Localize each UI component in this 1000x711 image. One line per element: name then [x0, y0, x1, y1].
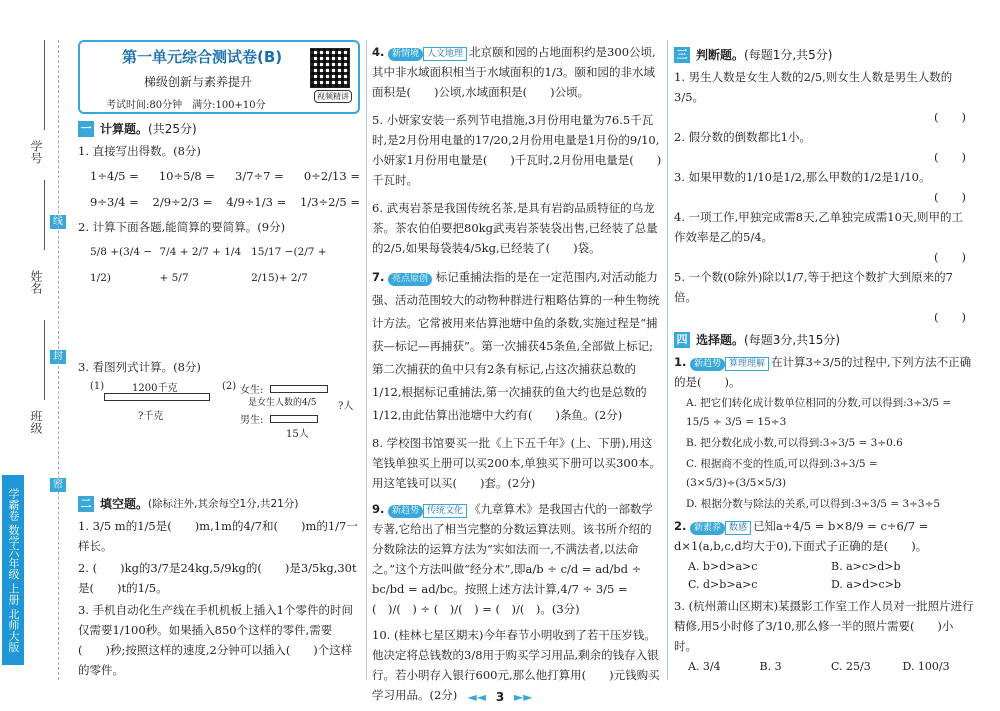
calc-item: 5/8 +(3/4 − 1/2): [90, 246, 153, 284]
answer-blank[interactable]: ( ): [934, 150, 966, 164]
column-divider: [366, 40, 367, 680]
question-fill-8: 8. 学校图书馆要买一批《上下五千年》(上、下册),用这笔钱单独买上册可以买200本,单独买下册可以买300本。用这笔钱可以买( )套。(2分): [372, 436, 662, 490]
question-text: 《九章算术》是我国古代的一部数学专著,它给出了相当完整的分数运算法则。该书所介绍的分数除法的运算方法为“实如法而一,不满法者,以法命之。”这个方法叫做“经分术”,即a/b ÷ c/d = ad/bd ÷ bc/bd = ad/bc。按照上述方法计算,4/7 ÷ 3/5 = ( )/( ) ÷ ( )/( ) = ( )/( )。(3分): [372, 502, 654, 616]
exam-subtitle: 梯级创新与素养提升: [144, 75, 253, 89]
section-fill: [78, 495, 360, 512]
choice-option[interactable]: B. 把分数化成小数,可以得到:3÷3/5 = 3÷0.6: [686, 437, 903, 449]
exam-header: [78, 40, 360, 114]
fig1-bottom-label: ?千克: [138, 411, 164, 422]
choice-option[interactable]: C. 根据商不变的性质,可以得到:3÷3/5 =(3×5/3)÷(3/5×5/3): [686, 458, 878, 489]
section-note: (每题1分,共5分): [744, 48, 833, 62]
judge-4: 4. 一项工作,甲独完成需8天,乙单独完成需10天,则甲的工作效率是乙的5/4。: [674, 210, 964, 244]
fig2-relation: 是女生人数的4/5: [248, 398, 317, 408]
choice-option[interactable]: B. 3: [759, 660, 782, 673]
brand-strip: 学霸卷 数学六年级 上册 北师大版: [2, 475, 24, 665]
question-fill-1: 1. 3/5 m的1/5是( )m,1m的4/7和( )m的1/7一样长。: [78, 519, 358, 553]
work-space: [78, 291, 360, 355]
choice-option[interactable]: A. 把它们转化成计数单位相同的分数,可以得到:3÷3/5 = 15/5 ÷ 3/5 = 15÷3: [686, 397, 952, 428]
answer-blank[interactable]: ( ): [934, 310, 966, 324]
fig2-girls-bar: [270, 385, 328, 393]
question-fill-6: 6. 武夷岩茶是我国传统名茶,是具有岩韵品质特征的乌龙茶。茶农伯伯要把80kg武夷岩茶装袋出售,已经装了总量的2/5,如果每袋装4/5kg,已经装了( )袋。: [372, 201, 658, 255]
calc-row: [78, 239, 360, 291]
question-calc-2: 2. 计算下面各题,能简算的要简算。(9分): [78, 220, 286, 234]
tag-new-literacy: 新素养: [690, 522, 725, 535]
tag-reasoning: 算理理解: [725, 357, 769, 371]
choice-option[interactable]: A. b>d>a>c: [688, 560, 758, 573]
calc-item: 7/4 + 2/7 + 1/4 + 5/7: [159, 246, 242, 284]
exam-meta: 考试时间:80分钟 满分:100+10分: [106, 100, 266, 111]
choice-option[interactable]: A. 3/4: [688, 660, 721, 673]
student-id-label: 学号: [29, 140, 43, 164]
question-calc-3: 3. 看图列式计算。(8分): [78, 360, 201, 374]
class-line: [44, 320, 45, 400]
calc-item: 9÷3/4 =: [90, 195, 139, 209]
column-3: [674, 40, 974, 676]
question-fill-4: 4. 新情境 人文地理 北京颐和园的占地面积约是300公顷,其中非水域面积相当于水域面积的1/3。颐和园的非水域面积是( )公顷,水域面积是( )公顷。: [372, 45, 656, 99]
section-title: 判断题。: [696, 48, 745, 62]
seal-xian: 线: [50, 215, 66, 229]
section-number: 二: [78, 496, 94, 512]
tag-new-trend: 新趋势: [690, 358, 725, 371]
choice-options: [674, 658, 974, 676]
tag-original: 亮点原创: [388, 273, 432, 286]
choice-options: [674, 558, 974, 594]
choice-option[interactable]: C. 25/3: [831, 660, 871, 673]
choice-option[interactable]: D. a>d>c>b: [831, 578, 901, 591]
answer-blank[interactable]: ( ): [934, 110, 966, 124]
fig2-boys-label: 男生:: [240, 415, 264, 426]
section-note: (每题3分,共15分): [744, 333, 841, 347]
calc-item: 1/3÷2/5 =: [300, 195, 360, 209]
qr-code-icon[interactable]: [310, 48, 350, 88]
section-choice: [674, 331, 974, 348]
column-2: [372, 40, 662, 707]
question-fill-5: 5. 小妍家安装一系列节电措施,3月份用电量为76.5千瓦时,是2月份用电量的17/20,2月份用电量是1月份的9/10,小妍家1月份用电量是( )千瓦时,2月份用电量是( )千瓦时。: [372, 113, 662, 187]
choice-option[interactable]: C. d>b>a>c: [688, 578, 758, 591]
section-number: 四: [674, 332, 690, 348]
work-space: [78, 439, 360, 489]
section-title: 计算题。: [100, 122, 149, 136]
choice-3: 3. (杭州萧山区期末)某摄影工作室工作人员对一批照片进行精修,用5小时修了3/10,那么修一半的照片需要( )小时。: [674, 599, 974, 653]
question-fill-2: 2. ( )kg的3/7是24kg,5/9kg的( )是3/5kg,30t是( )t的1/5。: [78, 561, 357, 595]
column-divider: [667, 40, 668, 680]
answer-blank[interactable]: ( ): [934, 250, 966, 264]
choice-option[interactable]: D. 根据分数与除法的关系,可以得到:3÷3/5 = 3÷3÷5: [686, 498, 941, 510]
fig2-bottom-label: 15人: [286, 429, 309, 440]
choice-option[interactable]: D. 100/3: [902, 660, 950, 673]
seal-mi: 密: [50, 478, 66, 492]
tag-new-trend: 新趋势: [388, 505, 423, 518]
fig2-question: ?人: [338, 401, 354, 412]
fig2-boys-bar: [270, 415, 318, 423]
cut-line: [58, 40, 59, 680]
question-text: 标记重捕法指的是在一定范围内,对活动能力强、活动范围较大的动物种群进行粗略估算的一种生物统计方法。它常被用来估算池塘中鱼的条数,实施过程是“捕获—标记—再捕获”。第一次捕获45条鱼,全部做上标记;第二次捕获的鱼中只有2条有标记,占这次捕获总数的1/12,根据标记重捕法,第一次捕获的鱼大约也是总数的1/12,由此估算出池塘中大约有( )条鱼。(2分): [372, 270, 660, 422]
calc-item: 2/9÷2/3 =: [152, 195, 213, 209]
choice-2: 2. 新素养 数感 已知a÷4/5 = b×8/9 = c÷6/7 = d×1(a,b,c,d均大于0),下面式子正确的是( )。: [674, 519, 929, 553]
section-judge: [674, 46, 974, 63]
seal-feng: 封: [50, 350, 66, 364]
binding-strip: [0, 0, 70, 711]
section-calc: [78, 120, 360, 137]
tag-number-sense: 数感: [725, 521, 751, 535]
tag-culture: 传统文化: [423, 504, 467, 518]
calc-row: [78, 163, 360, 189]
answer-blank[interactable]: ( ): [934, 190, 966, 204]
question-fill-9: 9. 新趋势 传统文化 《九章算术》是我国古代的一部数学专著,它给出了相当完整的分数运算法则。该书所介绍的分数除法的运算方法为“实如法而一,不满法者,以法命之。”这个方法叫做“经分术”,即a/b ÷ c/d = ad/bd ÷ bc/bd = ad/bc。按照上述方法计算,4/7 ÷ 3/5 = ( )/( ) ÷ ( )/( ) = ( )/( )。(3分): [372, 502, 654, 616]
judge-1: 1. 男生人数是女生人数的2/5,则女生人数是男生人数的3/5。: [674, 70, 953, 104]
column-1: [78, 40, 360, 682]
section-note: (共25分): [148, 122, 197, 136]
section-number: 三: [674, 47, 690, 63]
question-text: 北京颐和园的占地面积约是300公顷,其中非水域面积相当于水域面积的1/3。颐和园的非水域面积是( )公顷,水域面积是( )公顷。: [372, 45, 656, 99]
class-label: 班级: [29, 410, 43, 434]
page-footer: [0, 690, 1000, 704]
question-text: 已知a÷4/5 = b×8/9 = c÷6/7 = d×1(a,b,c,d均大于0),下面式子正确的是( )。: [674, 519, 929, 553]
qr-label: 视频精讲: [314, 90, 352, 103]
student-id-line: [44, 40, 45, 130]
judge-5: 5. 一个数(0除外)除以1/7,等于把这个数扩大到原来的7倍。: [674, 270, 953, 304]
exam-title: 第一单元综合测试卷(B): [122, 48, 283, 66]
calc-item: 1÷4/5 =: [90, 169, 139, 183]
next-arrow-icon: ►►: [514, 690, 533, 704]
prev-arrow-icon: ◄◄: [467, 690, 486, 704]
figure-diagrams: (1) 1200千克 ?千克 (2) 女生: 是女生人数的4/5 男生: 15人 ?人: [90, 381, 354, 440]
judge-3: 3. 如果甲数的1/10是1/2,那么甲数的1/2是1/10。: [674, 170, 931, 184]
calc-item: 0÷2/13 =: [303, 169, 360, 183]
question-fill-7: 7. 亮点原创 标记重捕法指的是在一定范围内,对活动能力强、活动范围较大的动物种群进行粗略估算的一种生物统计方法。它常被用来估算池塘中鱼的条数,实施过程是“捕获—标记—再捕获”。第一次捕获45条鱼,全部做上标记;第二次捕获的鱼中只有2条有标记,占这次捕获总数的1/12,根据标记重捕法,第一次捕获的鱼大约也是总数的1/12,由此估算出池塘中大约有( )条鱼。(2分): [372, 270, 660, 422]
question-text: 在计算3÷3/5的过程中,下列方法不正确的是( )。: [674, 355, 972, 389]
section-title: 选择题。: [696, 333, 745, 347]
calc-item: 4/9÷1/3 =: [226, 195, 287, 209]
judge-2: 2. 假分数的倒数都比1小。: [674, 130, 811, 144]
calc-item: 3/7÷7 =: [235, 169, 284, 183]
calc-row: [78, 189, 360, 215]
page-number: 3: [495, 690, 505, 704]
fig1-bar: [104, 393, 210, 401]
calc-item: 10÷5/8 =: [158, 169, 215, 183]
question-calc-1: 1. 直接写出得数。(8分): [78, 144, 201, 158]
section-title: 填空题。: [100, 497, 149, 511]
name-line: [44, 180, 45, 250]
question-fill-3: 3. 手机自动化生产线在手机机板上插入1个零件的时间仅需要1/100秒。如果插入850个这样的零件,需要( )秒;按照这样的速度,2分钟可以插入( )个这样的零件。: [78, 603, 353, 677]
fig1-top-label: 1200千克: [132, 383, 178, 394]
section-note: (除标注外,其余每空1分,共21分): [148, 498, 299, 510]
tag-humanities: 人文地理: [423, 47, 467, 61]
tag-new-context: 新情境: [388, 48, 423, 61]
choice-option[interactable]: B. a>c>d>b: [831, 560, 901, 573]
fig2-girls-label: 女生:: [240, 385, 264, 396]
calc-item: 15/17 −(2/7 + 2/15)+ 2/7: [251, 246, 327, 284]
name-label: 姓名: [29, 270, 43, 294]
section-number: 一: [78, 121, 94, 137]
choice-1: 1. 新趋势 算理理解 在计算3÷3/5的过程中,下列方法不正确的是( )。: [674, 355, 972, 389]
question-fill-10: 10. (桂林七星区期末)今年春节小明收到了若干压岁钱。他决定将总钱数的3/8用于购买学习用品,剩余的钱存入银行。若小明存入银行600元,那么他打算用( )元钱购买学习用品。(2分): [372, 628, 660, 702]
